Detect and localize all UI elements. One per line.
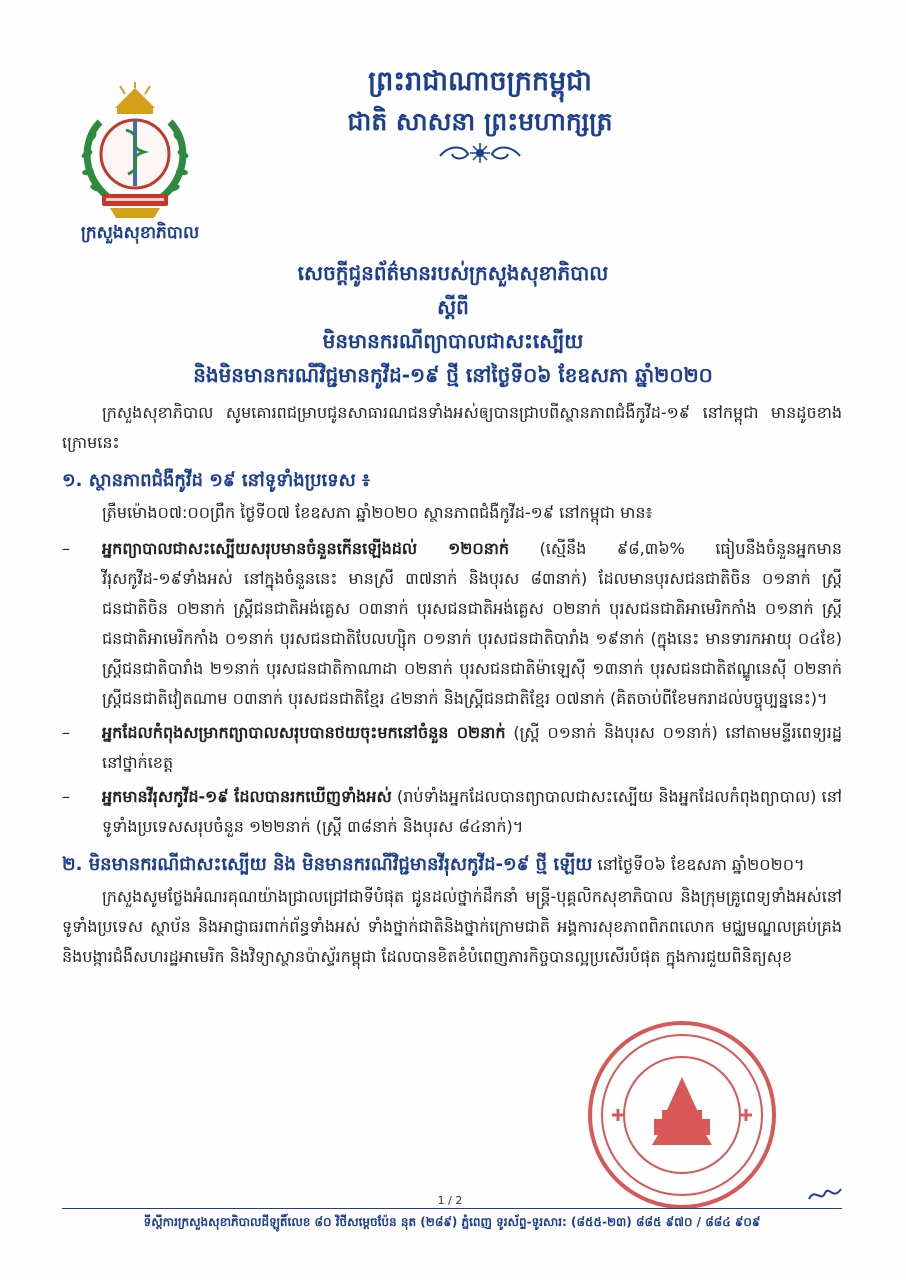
kingdom-line-1: ព្រះរាជាណាចក្រកម្ពុជា bbox=[368, 66, 592, 97]
title-line-4: និងមិនមានករណីវិជ្ជមានកូវីដ-១៩ ថ្មី នៅថ្ងៃទី០៦ ខែឧសភា ឆ្នាំ២០២០ bbox=[193, 363, 713, 387]
signature-mark-icon bbox=[805, 1183, 845, 1205]
title-line-3: មិនមានករណីព្យាបាលជាសះស្បើយ bbox=[322, 329, 584, 353]
ministry-label: ក្រសួងសុខាភិបាល bbox=[80, 223, 200, 243]
section-2-heading-tail: នៅថ្ងៃទី០៦ ខែឧសភា ឆ្នាំ២០២០។ bbox=[592, 855, 805, 874]
bullet-detail-text: (ស្ត្រី ០១នាក់ និងបុរស ០១នាក់) នៅតាមមន្ទីរពេទ្យរដ្ឋនៅថ្នាក់ខេត្ត bbox=[102, 723, 842, 772]
bullet-dash: – bbox=[62, 723, 70, 742]
bullet-text bbox=[102, 534, 842, 714]
bullet-text bbox=[102, 718, 842, 778]
title-line-2: ស្តីពី bbox=[437, 295, 469, 319]
bullet-bold-text: អ្នកដែលកំពុងសម្រាកព្យាបាលសរុបបានថយចុះមកនៅចំនួន ០២នាក់ bbox=[102, 723, 506, 742]
bullet-dash: – bbox=[62, 787, 70, 806]
kingdom-line-2: ជាតិ សាសនា ព្រះមហាក្សត្រ bbox=[347, 107, 613, 136]
bullet-dash: – bbox=[62, 539, 70, 558]
document-body bbox=[62, 398, 842, 978]
khmer-ornament-icon bbox=[430, 140, 530, 166]
page-number: 1 / 2 bbox=[437, 1194, 463, 1207]
bullet-under-treatment bbox=[62, 718, 842, 778]
closing-paragraph: ក្រសួងសូមថ្លែងអំណរគុណយ៉ាងជ្រាលជ្រៅជាទីបំផុត ជូនដល់ថ្នាក់ដឹកនាំ មន្ត្រី-បុគ្គលិកសុខាភិបាល និងក្រុមគ្រូពេទ្យទាំងអស់នៅទូទាំងប្រទេស ស្ថាប័ន និងអាជ្ញាធរពាក់ព័ន្ធទាំងអស់ ទាំងថ្នាក់ជាតិនិងថ្នាក់ក្រោមជាតិ អង្គការសុខភាពពិភពលោក មជ្ឈមណ្ឌលគ្រប់គ្រងនិងបង្ការជំងឺសហរដ្ឋអាមេរិក និងវិទ្យាស្ថានប៉ាស្ទ័រកម្ពុជា ដែលបានខិតខំបំពេញភារកិច្ចបានល្អប្រសើរបំផុត ក្នុងការជួយពិនិត្យសុខ bbox=[62, 887, 842, 966]
section-1-heading: ១. ស្ថានភាពជំងឺកូវីដ ១៩ នៅទូទាំងប្រទេស ៖ bbox=[62, 470, 370, 491]
footer-address: ទីស្តីការក្រសួងសុខាភិបាលដីឡូតិ៍លេខ ៨០ វិថីសម្តេចប៉ែន នុត (២៨៩) ភ្នំពេញ ទូរស័ព្ទ-ទូរសារ: (៨៥៥-២៣) ៨៨៥ ៩៧០ / ៨៨៤ ៩០៩ bbox=[143, 1215, 761, 1229]
bullet-bold-text: អ្នកមានវីរុសកូវីដ-១៩ ដែលបានរកឃើញទាំងអស់ bbox=[102, 787, 392, 806]
footer-divider bbox=[62, 1208, 842, 1209]
title-line-1: សេចក្តីជូនព័ត៌មានរបស់ក្រសួងសុខាភិបាល bbox=[297, 261, 609, 285]
intro-paragraph: ក្រសួងសុខាភិបាល សូមគោរពជម្រាបជូនសាធារណជនទាំងអស់ឲ្យបានជ្រាបពីស្ថានភាពជំងឺកូវីដ-១៩ នៅកម្ពុជា មានដូចខាងក្រោមនេះ bbox=[62, 403, 842, 452]
ministry-of-health-emblem-icon bbox=[70, 82, 200, 222]
section-1-lead: ត្រឹមម៉ោង០៧:០០ព្រឹក ថ្ងៃទី០៧ ខែឧសភា ឆ្នាំ២០២០ ស្ថានភាពជំងឺកូវីដ-១៩ នៅកម្ពុជា មាន៖ bbox=[102, 503, 653, 522]
press-release-title bbox=[100, 256, 806, 392]
bullet-detail-text: (ស្មើនឹង ៩៨,៣៦% ធៀបនឹងចំនួនអ្នកមានវីរុសកូវីដ-១៩ទាំងអស់ នៅក្នុងចំនួននេះ មានស្រី ៣៧នាក់ និងបុរស ៨៣នាក់) ដែលមានបុរសជនជាតិចិន ០១នាក់ ស្ត្រីជនជាតិចិន ០២នាក់ ស្ត្រីជនជាតិអង់គ្លេស ០៣នាក់ បុរសជនជាតិអង់គ្លេស ០២នាក់ បុរសជនជាតិអាមេរិកកាំង ០១នាក់ ស្ត្រីជនជាតិអាមេរិកកាំង ០១នាក់ បុរសជនជាតិបែលហ្ស៊ិក ០១នាក់ បុរសជនជាតិបារាំង ១៩នាក់ (ក្នុងនេះ មានទារកអាយុ ០៤ខែ) ស្ត្រីជនជាតិបារាំង ២១នាក់ បុរសជនជាតិកាណាដា ០២នាក់ បុរសជនជាតិម៉ាឡេស៊ី ១៣នាក់ បុរសជនជាតិឥណ្ឌូនេស៊ី ០២នាក់ ស្ត្រីជនជាតិវៀតណាម ០៣នាក់ បុរសជនជាតិខ្មែរ ៤២នាក់ និងស្ត្រីជនជាតិខ្មែរ ០៧នាក់ (គិតចាប់ពីខែមករាដល់បច្ចុប្បន្ននេះ)។ bbox=[102, 539, 842, 708]
bullet-text bbox=[102, 782, 842, 842]
bullet-recovered bbox=[62, 534, 842, 714]
bullet-total-cases bbox=[62, 782, 842, 842]
kingdom-motto bbox=[300, 62, 660, 142]
bullet-bold-text: អ្នកព្យាបាលជាសះស្បើយសរុបមានចំនួនកើនឡើងដល់ ១២០នាក់ bbox=[102, 539, 510, 558]
section-2-heading-bold: ២. មិនមានករណីជាសះស្បើយ និង មិនមានករណីវិជ្ជមានវីរុសកូវីដ-១៩ ថ្មី ឡើយ bbox=[62, 854, 593, 875]
bullet-detail-text: (រាប់ទាំងអ្នកដែលបានព្យាបាលជាសះស្បើយ និងអ្នកដែលកំពុងព្យាបាល) នៅទូទាំងប្រទេសសរុបចំនួន ១២២នាក់ (ស្ត្រី ៣៨នាក់ និងបុរស ៨៤នាក់)។ bbox=[102, 787, 842, 836]
official-red-seal-icon bbox=[582, 1015, 782, 1215]
section-2-heading bbox=[62, 850, 842, 880]
